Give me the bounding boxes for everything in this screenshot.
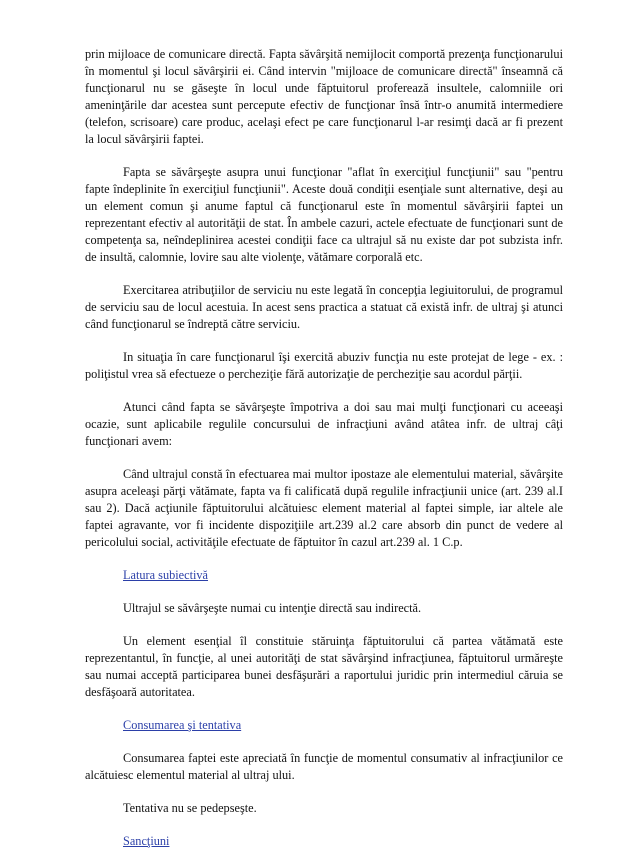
link-consumption-attempt[interactable]: Consumarea şi tentativa bbox=[123, 718, 242, 732]
paragraph-abusive-exercise: In situaţia în care funcţionarul îşi exercită abuziv funcţia nu este protejat de lege - ex. : poliţistul vrea să efectueze o percheziţie fără autorizaţie de percheziţie sau acordul părţii. bbox=[85, 350, 563, 381]
paragraph-multiple-acts: Când ultrajul constă în efectuarea mai multor ipostaze ale elementului material, săvârşite asupra aceleaşi părţi vătămate, fapta va fi calificată după regulile infracţiunii unice (art. 239 al.I sau 2). Dacă acţiunile făptuitorului alcătuiesc element material al faptei simple, iar altele ale faptei agravante, vor fi incidente dispoziţiile art.239 al.2 care absorb din punct de vedere al pericolului social, activităţile efectuate de făptuitor în cazul art.239 al. 1 C.p. bbox=[85, 467, 563, 549]
paragraph-official-in-duty: Fapta se săvârşeşte asupra unui funcţionar "aflat în exerciţiul funcţiunii" sau "pentru fapte îndeplinite în exerciţiul funcţiunii". Aceste două condiţii esenţiale sunt alternative, deşi au un element comun şi anume faptul că funcţionarul este în momentul săvârşirii faptei un reprezentant efectiv al autorităţii de stat. În ambele cazuri, actele efectuate de funcţionari sunt de competenţa sa, neîndeplinirea acestei condiţii face ca ultrajul să nu existe dar pot subzista infr. de insultă, calomnie, lovire sau alte violenţe, vătămare corporală etc. bbox=[85, 165, 563, 264]
paragraph-attempt: Tentativa nu se pedepseşte. bbox=[123, 801, 257, 815]
section-heading-sanctions bbox=[85, 833, 563, 850]
paragraph-essential-element: Un element esenţial îl constituie stăruinţa făptuitorului că partea vătămată este reprezentantul, în funcţie, al unei autorităţi de stat săvârşind infracţiunea, făptuitorul urmăreşte sau numai acceptă participarea bunei desfăşurări a raportului juridic prin intermediul căruia se desfăşoară autoritatea. bbox=[85, 634, 563, 699]
link-subjective-side[interactable]: Latura subiectivă bbox=[123, 568, 209, 582]
paragraph-multiple-officials: Atunci când fapta se săvârşeşte împotriva a doi sau mai mulţi funcţionari cu aceeaşi ocazie, sunt aplicabile regulile concursului de infracţiuni având atâtea infr. de ultraj câţi funcţionari avem: bbox=[85, 400, 563, 448]
document-page bbox=[85, 46, 563, 866]
section-heading-consumption bbox=[85, 717, 563, 734]
paragraph-direct-communication: prin mijloace de comunicare directă. Fapta săvârşită nemijlocit comportă prezenţa funcţionarului în momentul şi locul săvârşirii ei. Când intervin "mijloace de comunicare directă" înseamnă că funcţionarul nu se găseşte în locul unde făptuitorul proferează insultele, calomniile ori ameninţările dar acestea sunt percepute efectiv de funcţionar însă într-o anumită intermediere (telefon, scrisoare) care produc, acelaşi efect pe care funcţionarul l-ar resimţi dacă ar fi prezent la locul săvârşirii faptei. bbox=[85, 47, 563, 146]
section-heading-subjective bbox=[85, 567, 563, 584]
paragraph-duty-exercise: Exercitarea atribuţiilor de serviciu nu este legată în concepţia legiuitorului, de programul de serviciu sau de locul acestuia. In acest sens practica a statuat că există infr. de ultraj şi atunci când funcţionarul se îndreptă către serviciu. bbox=[85, 283, 563, 331]
link-sanctions[interactable]: Sancţiuni bbox=[123, 834, 170, 848]
paragraph-intent: Ultrajul se săvârşeşte numai cu intenţie directă sau indirectă. bbox=[123, 601, 422, 615]
paragraph-consumption: Consumarea faptei este apreciată în funcţie de momentul consumativ al infracţiunilor ce alcătuiesc elementul material al ultraj ului. bbox=[85, 751, 563, 782]
